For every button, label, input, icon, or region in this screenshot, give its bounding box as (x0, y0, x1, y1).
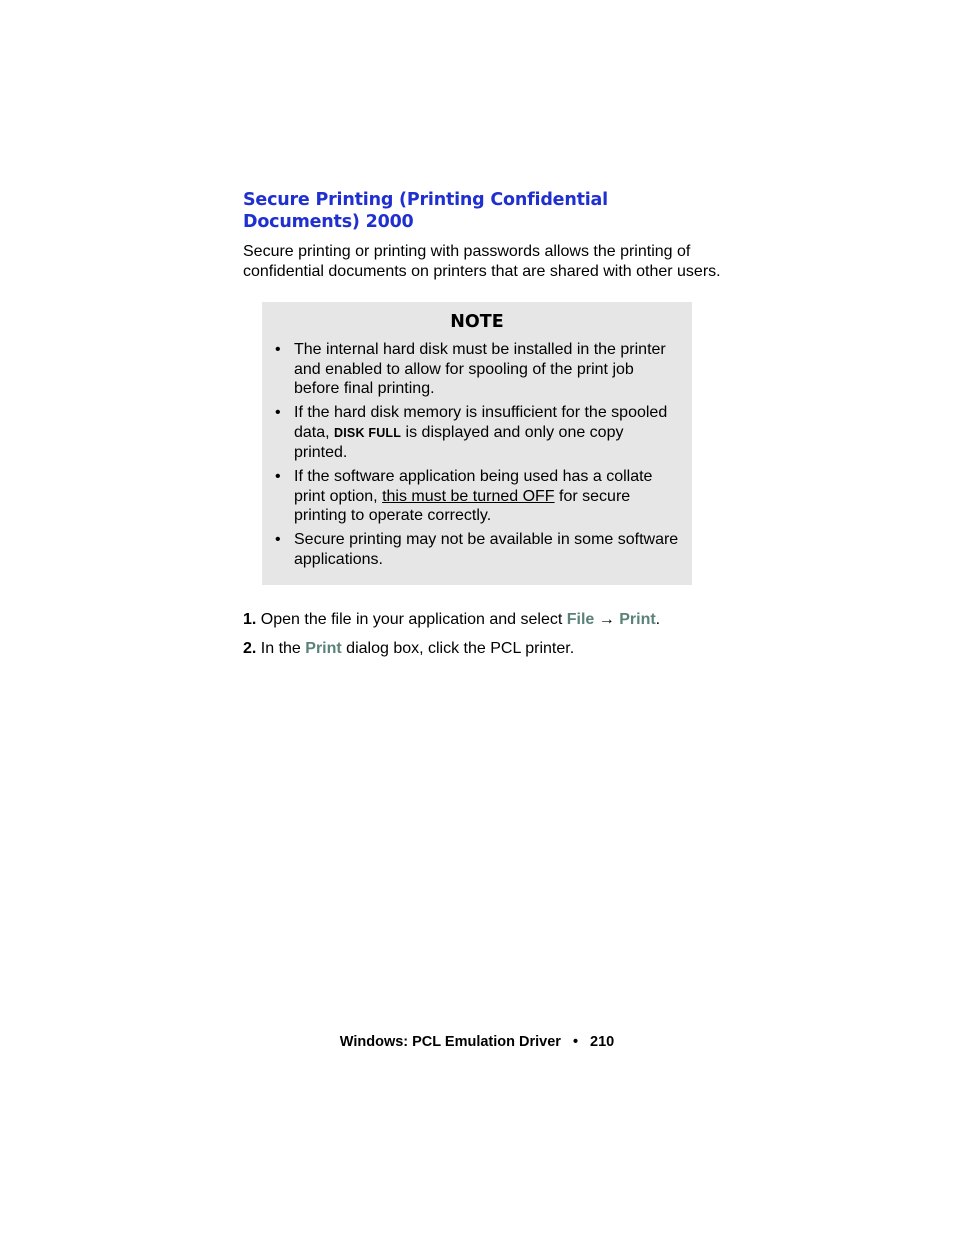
printer-message: DISK FULL (334, 425, 402, 440)
emphasis-text: this must be turned OFF (382, 487, 555, 505)
note-item (275, 530, 680, 569)
step-text: dialog box, click the PCL printer. (341, 640, 575, 657)
step-number: 2. (243, 640, 257, 657)
bullet-icon: • (275, 468, 281, 485)
note-item (275, 467, 680, 526)
note-item-text: for secure printing to operate correctly. (294, 487, 631, 524)
note-item-text: Secure printing may not be available in some software applications. (294, 531, 679, 568)
print-menu-term: Print (619, 611, 656, 628)
arrow-icon: → (594, 611, 620, 628)
step-text: . (655, 611, 661, 628)
file-menu-term: File (566, 611, 595, 628)
step-text: In the (256, 640, 306, 657)
note-title: NOTE (450, 312, 504, 332)
note-item (275, 340, 680, 399)
bullet-icon: • (275, 404, 281, 421)
bullet-icon: • (275, 531, 281, 548)
step-number: 1. (243, 611, 257, 628)
note-item-text: The internal hard disk must be installed in the printer and enabled to allow for spooling of the print job before final printing. (294, 341, 666, 397)
note-item (275, 403, 680, 463)
page-number: 210 (590, 1034, 615, 1050)
note-item-text: If the hard disk memory is insufficient for the spooled data, (294, 404, 668, 441)
note-item-text: If the software application being used has a collate print option, (294, 468, 653, 505)
step-item (243, 610, 743, 630)
page-footer (0, 1033, 954, 1051)
note-item-text: is displayed and only one copy printed. (294, 423, 624, 461)
footer-section: Windows: PCL Emulation Driver (339, 1034, 561, 1050)
print-dialog-term: Print (305, 640, 342, 657)
steps-list (243, 610, 743, 668)
step-item (243, 639, 743, 659)
intro-paragraph: Secure printing or printing with passwords allows the printing of confidential documents on printers that are shared with other users. (243, 243, 721, 280)
section-title: Secure Printing (Printing Confidential Documents) 2000 (243, 190, 608, 232)
bullet-icon: • (275, 341, 281, 358)
footer-separator: • (572, 1034, 579, 1050)
note-box (262, 302, 692, 585)
step-text: Open the file in your application and select (256, 611, 567, 628)
note-list (275, 340, 680, 574)
